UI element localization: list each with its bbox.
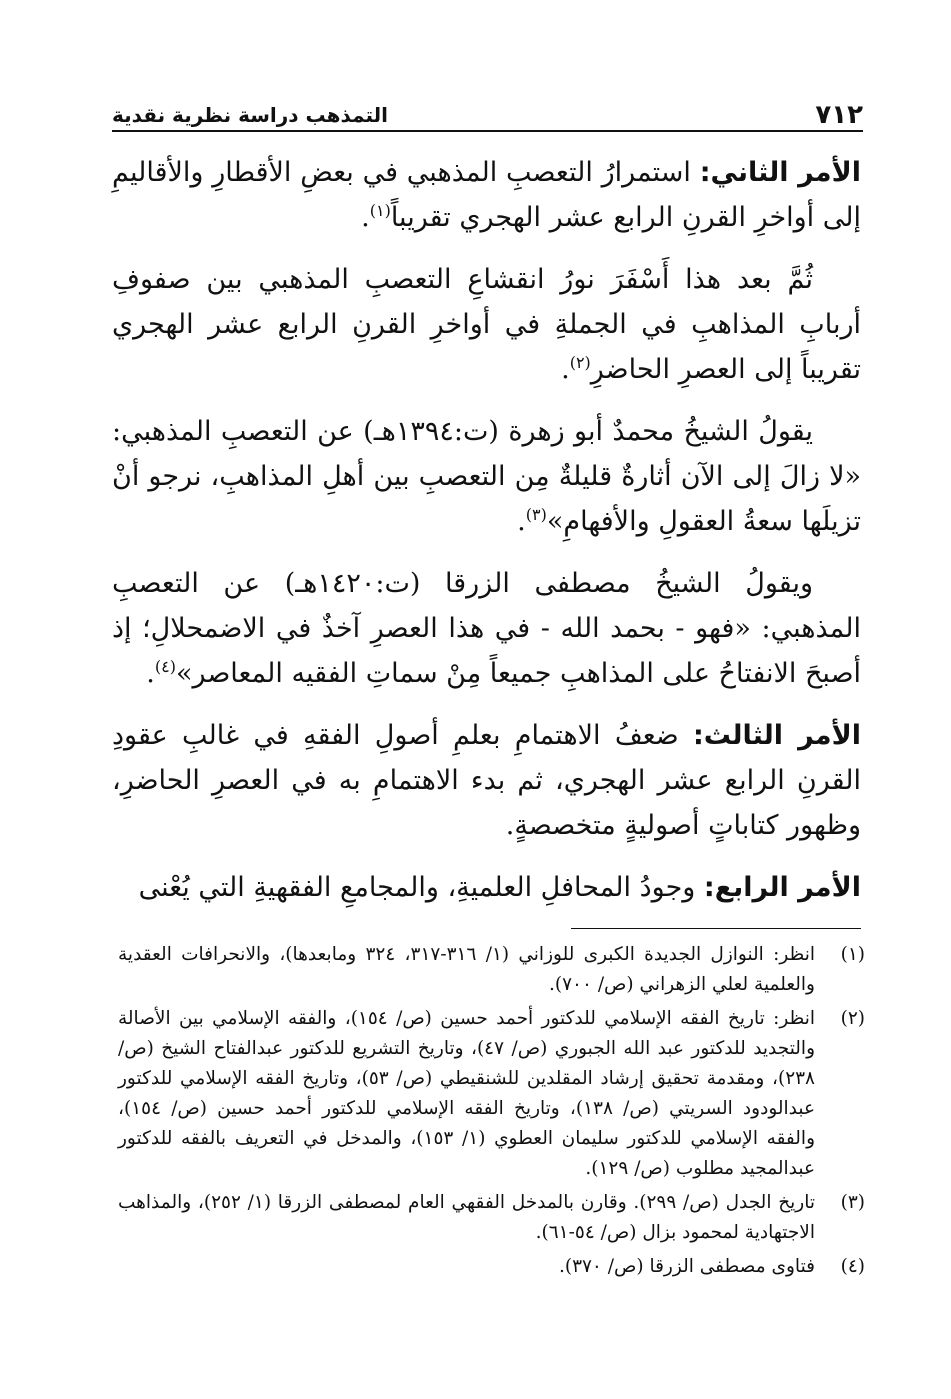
footnote-item	[118, 940, 865, 1000]
paragraph-text: ضعفُ الاهتمامِ بعلمِ أصولِ الفقهِ في غالبِ عقودِ القرنِ الرابع عشر الهجري، ثم بدء الاهتمامِ به في العصرِ الحاضرِ، وظهور كتاباتٍ أصوليةٍ متخصصةٍ.	[112, 720, 861, 841]
paragraph-lead: الأمر الثاني:	[699, 157, 861, 188]
footnote-number: (١)	[840, 944, 865, 965]
paragraph-end: .	[146, 658, 155, 689]
footnote-item	[118, 1004, 865, 1184]
paragraph-end: .	[517, 506, 526, 537]
footnote-number: (٣)	[840, 1192, 865, 1213]
footnote-text: تاريخ الجدل (ص/ ٢٩٩). وقارن بالمدخل الفقهي العام لمصطفى الزرقا (١/ ٢٥٢)، والمذاهب الاجتهادية لمحمود بزال (ص/ ٥٤-٦١).	[118, 1192, 816, 1243]
paragraph-third-matter	[112, 713, 861, 848]
paragraph-text: ثُمَّ بعد هذا أَسْفَرَ نورُ انقشاعِ التعصبِ المذهبي بين صفوفِ أربابِ المذاهبِ في الجملةِ في أواخرِ القرنِ الرابع عشر الهجري تقريباً إلى العصرِ الحاضرِ	[112, 264, 861, 385]
running-title: التمذهب دراسة نظرية نقدية	[112, 103, 389, 127]
footnote-separator	[571, 928, 861, 929]
paragraph-lead: الأمر الثالث:	[692, 720, 861, 751]
paragraph-text: ويقولُ الشيخُ مصطفى الزرقا (ت:١٤٢٠هـ) عن التعصبِ المذهبي: «فهو - بحمد الله - في هذا العصرِ آخذٌ في الاضمحلالِ؛ إذ أصبحَ الانفتاحُ على المذاهبِ جميعاً مِنْ سماتِ الفقيه المعاصر»	[112, 568, 861, 689]
footnote-text: فتاوى مصطفى الزرقا (ص/ ٣٧٠).	[558, 1256, 815, 1277]
paragraph-end: .	[561, 354, 570, 385]
page-number: ٧١٢	[815, 100, 863, 130]
page-header	[112, 98, 863, 132]
main-text	[112, 150, 861, 927]
footnote-marker[interactable]: (١)	[369, 201, 391, 220]
paragraph-end: .	[361, 202, 370, 233]
paragraph-lead: الأمر الرابع:	[703, 872, 861, 903]
paragraph-zarqa-quote	[112, 561, 861, 696]
footnote-marker[interactable]: (٢)	[569, 353, 591, 372]
footnote-text: انظر: تاريخ الفقه الإسلامي للدكتور أحمد حسين (ص/ ١٥٤)، والفقه الإسلامي بين الأصالة والتجديد للدكتور عبد الله الجبوري (ص/ ٤٧)، وتاريخ التشريع للدكتور عبدالفتاح الشيخ (ص/ ٢٣٨)، ومقدمة تحقيق إرشاد المقلدين للشنقيطي (ص/ ٥٣)، وتاريخ الفقه الإسلامي للدكتور عبدالودود السريتي (ص/ ١٣٨)، وتاريخ الفقه الإسلامي للدكتور أحمد حسين (ص/ ١٥٤)، والفقه الإسلامي للدكتور سليمان العطوي (١/ ١٥٣)، والمدخل في التعريف بالفقه للدكتور عبدالمجيد مطلوب (ص/ ١٢٩).	[118, 1008, 816, 1179]
footnote-item	[118, 1188, 865, 1248]
footnote-item	[118, 1252, 865, 1282]
paragraph-abu-zahra-quote	[112, 409, 861, 544]
paragraph-second-matter	[112, 150, 861, 240]
paragraph-text: يقولُ الشيخُ محمدٌ أبو زهرة (ت:١٣٩٤هـ) عن التعصبِ المذهبي: «لا زالَ إلى الآن أثارةٌ قليلةٌ مِن التعصبِ بين أهلِ المذاهبِ، نرجو أنْ تزيلَها سعةُ العقولِ والأفهامِ»	[112, 416, 861, 537]
paragraph-fourth-matter	[112, 865, 861, 910]
footnote-marker[interactable]: (٤)	[154, 657, 176, 676]
footnotes	[118, 940, 865, 1286]
paragraph-text: استمرارُ التعصبِ المذهبي في بعضِ الأقطارِ والأقاليمِ إلى أواخرِ القرنِ الرابع عشر الهجري تقريباً	[112, 157, 861, 233]
footnote-number: (٤)	[840, 1256, 865, 1277]
footnote-marker[interactable]: (٣)	[525, 505, 547, 524]
paragraph-text: وجودُ المحافلِ العلميةِ، والمجامعِ الفقهيةِ التي يُعْنى	[138, 872, 704, 903]
footnote-number: (٢)	[840, 1008, 865, 1029]
footnote-text: انظر: النوازل الجديدة الكبرى للوزاني (١/ ٣١٦-٣١٧، ٣٢٤ ومابعدها)، والانحرافات العقدية والعلمية لعلي الزهراني (ص/ ٧٠٠).	[118, 944, 815, 995]
paragraph-dispersal	[112, 257, 861, 392]
